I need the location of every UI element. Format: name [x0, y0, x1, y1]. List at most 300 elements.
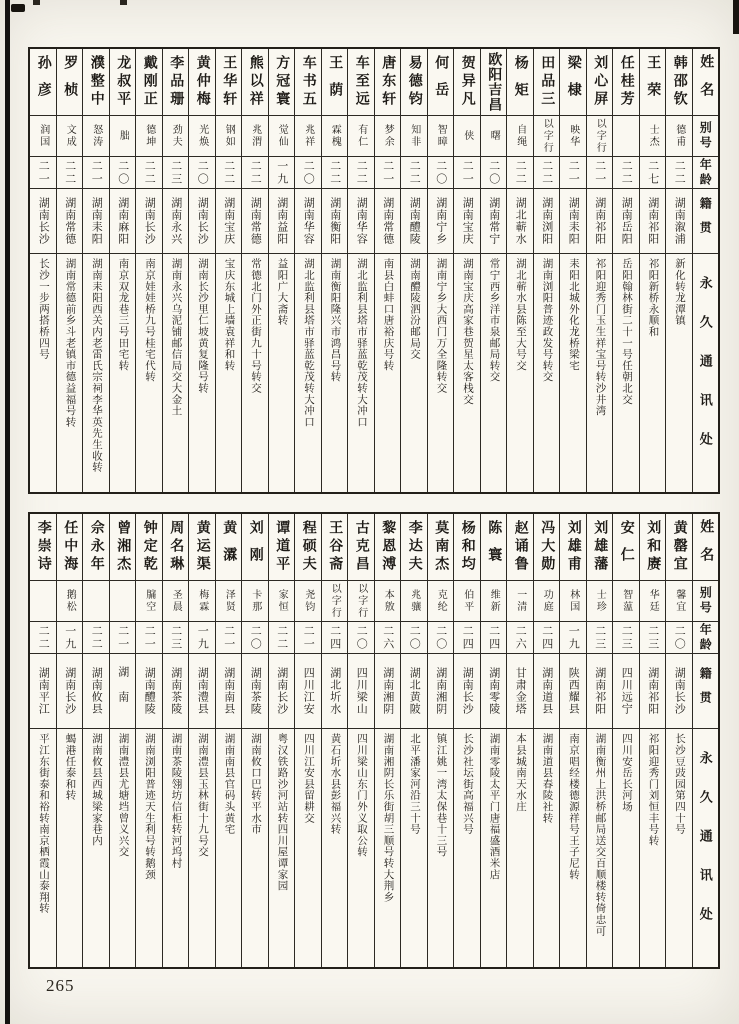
person-column [639, 49, 666, 492]
person-column [533, 514, 560, 967]
person-native-place: 湖南长沙 [269, 654, 295, 729]
person-name: 黄罄宜 [666, 514, 692, 581]
person-native-place: 湖南长沙 [454, 654, 480, 729]
person-alias [613, 116, 639, 157]
person-column [241, 49, 268, 492]
person-alias: 怒涛 [83, 116, 109, 157]
person-age: 二〇 [481, 157, 507, 189]
person-column [559, 49, 586, 492]
person-age: 二七 [640, 157, 666, 189]
person-column [374, 514, 401, 967]
person-address: 长沙一步两搭桥四号 [38, 258, 49, 360]
person-address: 湖南道县春陵社转 [541, 733, 553, 824]
person-column [241, 514, 268, 967]
person-native-place: 湖南 [110, 654, 136, 729]
person-column [665, 49, 692, 492]
person-age: 二三 [587, 622, 613, 654]
person-address: 湖南攸口巴转平水市 [250, 733, 261, 835]
person-age: 二六 [507, 622, 533, 654]
header-name: 姓名 [693, 49, 719, 116]
person-age: 二四 [534, 622, 560, 654]
person-age: 二三 [163, 622, 189, 654]
person-alias: 智暲 [428, 116, 454, 157]
person-name: 佘永年 [83, 514, 109, 581]
person-name: 濮整中 [83, 49, 109, 116]
person-name: 安仁 [613, 514, 639, 581]
header-permanent-address: 永久通讯处 [693, 729, 719, 967]
person-alias: 劲夫 [163, 116, 189, 157]
person-column [427, 49, 454, 492]
person-address: 祁阳迎秀门刘恒丰号转 [647, 733, 659, 846]
person-age: 二四 [322, 622, 348, 654]
person-age: 二二 [216, 157, 242, 189]
person-name: 欧阳吉昌 [481, 49, 507, 116]
person-address: 耒阳北城外化龙桥梁宅 [568, 258, 579, 371]
person-age: 二〇 [401, 622, 427, 654]
person-address: 湖南宝庆高家巷贺星太客栈交 [462, 258, 473, 405]
person-alias: 以字行 [587, 116, 613, 157]
person-age: 二一 [295, 622, 321, 654]
person-age: 二一 [587, 157, 613, 189]
person-alias: 以字行 [534, 116, 560, 157]
person-address: 湖南茶陵翎坊信柜转河坞村 [170, 733, 182, 869]
person-name: 古克昌 [348, 514, 374, 581]
person-age: 二〇 [242, 622, 268, 654]
person-age: 二二 [401, 157, 427, 189]
person-alias: 润国 [30, 116, 56, 157]
person-address: 湖南长沙里仁坡黄复隆号转 [197, 258, 208, 394]
person-native-place: 湖南岳阳 [613, 189, 639, 254]
scan-edge-artifact [5, 0, 10, 1024]
person-age: 二二 [269, 622, 295, 654]
person-alias: 士杰 [640, 116, 666, 157]
person-address: 南京双龙巷三号田宅转 [117, 258, 129, 371]
person-alias: 知非 [401, 116, 427, 157]
person-address: 四川安岳长河场 [621, 733, 632, 813]
person-native-place: 湖南醴陵 [136, 654, 162, 729]
person-column [56, 514, 83, 967]
person-native-place: 湖南茶陵 [163, 654, 189, 729]
header-alias: 别号 [693, 581, 719, 622]
person-name: 罗桢 [57, 49, 83, 116]
roster-table-top [28, 47, 720, 494]
person-alias [30, 581, 56, 622]
person-native-place: 湖南南县 [216, 654, 242, 729]
person-name: 谭道平 [269, 514, 295, 581]
person-age: 二一 [83, 157, 109, 189]
person-name: 龙叔平 [110, 49, 136, 116]
person-alias: 卡那 [242, 581, 268, 622]
person-address: 祁阳迎秀门玉生祥宝号转沙井湾 [594, 258, 606, 417]
person-name: 韩邵钦 [666, 49, 692, 116]
person-name: 田品三 [534, 49, 560, 116]
person-age: 二〇 [428, 157, 454, 189]
person-address: 南京唱经楼德源祥号王子尼转 [568, 733, 579, 880]
person-alias: 本敫 [375, 581, 401, 622]
person-column [30, 49, 56, 492]
person-native-place: 湖北圻水 [322, 654, 348, 729]
person-native-place: 湖南湘阴 [375, 654, 401, 729]
person-native-place: 湖南宝庆 [216, 189, 242, 254]
person-alias: 德甫 [666, 116, 692, 157]
person-alias: 钢如 [216, 116, 242, 157]
person-column [612, 49, 639, 492]
person-address: 长沙社坛街高福兴号 [462, 733, 473, 835]
person-address: 益阳广大斋转 [276, 258, 288, 326]
person-column [109, 49, 136, 492]
person-age: 二〇 [189, 157, 215, 189]
person-name: 刘和赓 [640, 514, 666, 581]
person-column [135, 49, 162, 492]
person-native-place: 湖南益阳 [269, 189, 295, 254]
person-column [639, 514, 666, 967]
person-name: 戴刚正 [136, 49, 162, 116]
person-address: 湖南常德前乡斗老镇市德益福号转 [64, 258, 76, 428]
person-column [400, 514, 427, 967]
person-name: 刘雄甫 [560, 514, 586, 581]
person-alias: 梦余 [375, 116, 401, 157]
person-name: 王荫 [322, 49, 348, 116]
person-column [480, 514, 507, 967]
header-native-place: 籍贯 [693, 654, 719, 729]
person-column [400, 49, 427, 492]
person-address: 黄石圻水县彭福兴转 [329, 733, 341, 835]
header-age: 年龄 [693, 622, 719, 654]
person-name: 任桂芳 [613, 49, 639, 116]
person-native-place: 湖南华容 [295, 189, 321, 254]
person-alias: 以字行 [322, 581, 348, 622]
person-column [321, 49, 348, 492]
person-address: 四川江安县留耕交 [303, 733, 314, 824]
person-column [347, 514, 374, 967]
person-address: 平江东街泰和裕转南京栖霞山泰翔转 [38, 733, 49, 914]
person-native-place: 湖南耒阳 [83, 189, 109, 254]
scan-blot-artifact [11, 4, 25, 12]
person-age: 二一 [216, 622, 242, 654]
person-age: 二四 [481, 622, 507, 654]
person-native-place: 湖南常德 [242, 189, 268, 254]
person-alias: 馨宜 [666, 581, 692, 622]
person-native-place: 湖南祁阳 [640, 189, 666, 254]
person-column [82, 514, 109, 967]
person-age: 二二 [613, 157, 639, 189]
person-name: 杨和均 [454, 514, 480, 581]
person-address: 湖南永兴乌泥铺邮信局交大金土 [170, 258, 182, 417]
person-age: 二一 [30, 157, 56, 189]
person-age: 二一 [375, 157, 401, 189]
person-address: 常德北门外正街九十号转交 [250, 258, 261, 394]
person-alias: 尧钧 [295, 581, 321, 622]
person-native-place: 湖南长沙 [189, 189, 215, 254]
person-alias: 有仁 [348, 116, 374, 157]
person-native-place: 湖南攸县 [83, 654, 109, 729]
person-native-place: 湖南零陵 [481, 654, 507, 729]
person-alias: 维新 [481, 581, 507, 622]
person-age: 二二 [242, 157, 268, 189]
person-alias: 以字行 [348, 581, 374, 622]
person-native-place: 湖南衡阳 [322, 189, 348, 254]
person-column [109, 514, 136, 967]
header-age: 年龄 [693, 157, 719, 189]
person-address: 南京娃娃桥九号桂宅代转 [144, 258, 155, 383]
person-name: 黄瀮 [216, 514, 242, 581]
person-age: 一九 [269, 157, 295, 189]
person-native-place: 湖南湘阴 [428, 654, 454, 729]
person-alias: 兆祥 [295, 116, 321, 157]
person-name: 刘雄藩 [587, 514, 613, 581]
person-alias: 克纶 [428, 581, 454, 622]
person-column [586, 514, 613, 967]
person-address: 湖北监利县塔市驿蓝乾茂转大冲口 [303, 258, 314, 428]
person-native-place: 湖南长沙 [136, 189, 162, 254]
person-alias: 侠 [454, 116, 480, 157]
person-name: 何岳 [428, 49, 454, 116]
header-native-place: 籍贯 [693, 189, 719, 254]
person-name: 任中海 [57, 514, 83, 581]
person-alias: 兆渭 [242, 116, 268, 157]
person-native-place: 湖南长沙 [57, 654, 83, 729]
person-address: 四川梁山东门外义取公转 [356, 733, 367, 858]
person-age: 一九 [189, 622, 215, 654]
person-alias: 牖空 [136, 581, 162, 622]
person-address: 常宁西乡洋市泉邮局转交 [488, 258, 500, 383]
person-native-place: 甘肃金塔 [507, 654, 533, 729]
person-native-place: 湖南麻阳 [110, 189, 136, 254]
person-native-place: 湖南宝庆 [454, 189, 480, 254]
person-alias: 文成 [57, 116, 83, 157]
person-age: 二二 [57, 157, 83, 189]
person-alias: 德坤 [136, 116, 162, 157]
person-address: 湖南宁乡大西门万全隆转交 [435, 258, 447, 394]
header-name: 姓名 [693, 514, 719, 581]
person-address: 宝庆东城上墙袁祥和转 [223, 258, 235, 371]
person-native-place: 湖南永兴 [163, 189, 189, 254]
person-alias: 觉仙 [269, 116, 295, 157]
person-address: 湖南衡阳隆兴市鸿昌号转 [329, 258, 341, 383]
person-column [665, 514, 692, 967]
person-age: 二〇 [348, 622, 374, 654]
person-age: 二二 [666, 157, 692, 189]
person-column [215, 514, 242, 967]
person-name: 梁棣 [560, 49, 586, 116]
person-column [559, 514, 586, 967]
person-native-place: 湖南浏阳 [534, 189, 560, 254]
header-column [692, 514, 719, 967]
person-name: 车书五 [295, 49, 321, 116]
person-address: 北平潘家河沿三十号 [409, 733, 420, 835]
person-name: 陈寰 [481, 514, 507, 581]
scan-tick-artifact [33, 0, 40, 5]
person-address: 湖南衡州上洪桥邮局送交百顺楼转倚忠可 [594, 733, 606, 937]
scan-tick-artifact [120, 0, 127, 5]
person-alias: 林国 [560, 581, 586, 622]
person-native-place: 湖南澧县 [189, 654, 215, 729]
person-address: 湖南浏阳普迹天生利号转鹅颈 [144, 733, 155, 880]
person-alias: 智蕰 [613, 581, 639, 622]
person-column [427, 514, 454, 967]
person-native-place: 湖南茶陵 [242, 654, 268, 729]
person-name: 曾湘杰 [110, 514, 136, 581]
person-column [135, 514, 162, 967]
person-name: 杨矩 [507, 49, 533, 116]
person-age: 二二 [348, 157, 374, 189]
person-column [188, 514, 215, 967]
person-column [82, 49, 109, 492]
person-address: 本县城南天水庄 [515, 733, 526, 813]
person-address: 湖北监利县塔市驿蓝乾茂转大冲口 [356, 258, 367, 428]
person-alias: 鹅松 [57, 581, 83, 622]
person-name: 李品珊 [163, 49, 189, 116]
person-address: 祁阳新桥永顺和 [647, 258, 659, 338]
person-address: 湖南醴陵泗汾邮局交 [409, 258, 420, 360]
person-column [162, 514, 189, 967]
person-column [294, 49, 321, 492]
person-age: 二二 [30, 622, 56, 654]
person-age: 二三 [613, 622, 639, 654]
person-alias: 功庭 [534, 581, 560, 622]
person-column [506, 49, 533, 492]
person-name: 王谷斋 [322, 514, 348, 581]
person-native-place: 湖南醴陵 [401, 189, 427, 254]
person-native-place: 湖南祁阳 [640, 654, 666, 729]
person-native-place: 湖南常德 [375, 189, 401, 254]
person-address: 湖北蕲水县陈至大号交 [515, 258, 526, 371]
person-address: 湖南零陵太平门唐福盛酒米店 [488, 733, 500, 880]
roster-table-bottom [28, 512, 720, 969]
person-name: 方冠寰 [269, 49, 295, 116]
page-number: 265 [46, 976, 75, 995]
person-column [453, 514, 480, 967]
person-age: 二六 [375, 622, 401, 654]
person-name: 贺异凡 [454, 49, 480, 116]
person-name: 李崇诗 [30, 514, 56, 581]
person-column [268, 514, 295, 967]
person-age: 二〇 [428, 622, 454, 654]
person-alias: 朏 [110, 116, 136, 157]
person-age: 一九 [57, 622, 83, 654]
person-column [162, 49, 189, 492]
person-alias [83, 581, 109, 622]
person-column [268, 49, 295, 492]
person-name: 唐东轩 [375, 49, 401, 116]
person-native-place: 湖南祁阳 [587, 189, 613, 254]
person-column [56, 49, 83, 492]
person-age: 二二 [322, 157, 348, 189]
person-address: 湖南澧县玉林街十九号交 [197, 733, 208, 858]
person-column [188, 49, 215, 492]
person-age: 二三 [640, 622, 666, 654]
person-name: 黎恩溥 [375, 514, 401, 581]
person-column [30, 514, 56, 967]
person-native-place: 陕西耀县 [560, 654, 586, 729]
person-name: 钟定乾 [136, 514, 162, 581]
person-name: 赵诵鲁 [507, 514, 533, 581]
person-age: 二二 [507, 157, 533, 189]
person-alias: 家恒 [269, 581, 295, 622]
person-age: 二一 [454, 157, 480, 189]
person-age: 二〇 [295, 157, 321, 189]
person-alias: 曙 [481, 116, 507, 157]
person-address: 湖南南县官码头黄宅 [223, 733, 235, 835]
person-name: 车至远 [348, 49, 374, 116]
person-address: 镇江姚一湾太保巷十三号 [435, 733, 447, 858]
person-column [215, 49, 242, 492]
person-alias: 士珍 [587, 581, 613, 622]
person-address: 粤汉铁路沙河站转四川屋谭家园 [276, 733, 288, 892]
person-age: 二三 [163, 157, 189, 189]
person-native-place: 湖北黄陂 [401, 654, 427, 729]
person-name: 周名琳 [163, 514, 189, 581]
person-age: 二一 [560, 157, 586, 189]
person-age: 二〇 [110, 157, 136, 189]
person-address: 新化转龙潭镇 [674, 258, 685, 326]
person-native-place: 湖南常德 [57, 189, 83, 254]
person-name: 易德钧 [401, 49, 427, 116]
person-address: 湖南耒阳西关内老雷氏宗祠李华英先生收转 [91, 258, 102, 473]
header-alias: 别号 [693, 116, 719, 157]
person-age: 二一 [110, 622, 136, 654]
person-name: 刘刚 [242, 514, 268, 581]
header-permanent-address: 永久通讯处 [693, 254, 719, 492]
person-native-place: 湖南宁乡 [428, 189, 454, 254]
person-alias: 映华 [560, 116, 586, 157]
person-name: 孙彦 [30, 49, 56, 116]
person-column [321, 514, 348, 967]
person-name: 王荣 [640, 49, 666, 116]
person-native-place: 湖南长沙 [30, 189, 56, 254]
person-native-place: 四川远宁 [613, 654, 639, 729]
person-column [506, 514, 533, 967]
person-address: 湖南攸县西城梁家巷内 [91, 733, 102, 846]
person-address: 湖南湘阴长乐街胡三顺号转大荆乡 [382, 733, 394, 903]
person-native-place: 湖南耒阳 [560, 189, 586, 254]
person-age: 二二 [136, 157, 162, 189]
person-native-place: 湖北蕲水 [507, 189, 533, 254]
person-native-place: 湖南祁阳 [587, 654, 613, 729]
person-name: 莫南杰 [428, 514, 454, 581]
person-address: 蝎港任泰和转 [64, 733, 76, 801]
person-native-place: 四川梁山 [348, 654, 374, 729]
person-native-place: 湖南溆浦 [666, 189, 692, 254]
person-address: 岳阳翰林街二十一号任朝北交 [621, 258, 632, 405]
person-name: 程硕夫 [295, 514, 321, 581]
person-column [294, 514, 321, 967]
person-name: 熊以祥 [242, 49, 268, 116]
scan-edge-artifact [733, 0, 739, 34]
person-column [453, 49, 480, 492]
person-name: 黄运渠 [189, 514, 215, 581]
person-alias: 一清 [507, 581, 533, 622]
person-name: 刘心屏 [587, 49, 613, 116]
person-native-place: 湖南道县 [534, 654, 560, 729]
person-address: 长沙豆豉园第四十号 [674, 733, 685, 835]
person-name: 冯大勋 [534, 514, 560, 581]
person-column [480, 49, 507, 492]
person-alias [110, 581, 136, 622]
person-age: 二二 [534, 157, 560, 189]
person-alias: 圣晨 [163, 581, 189, 622]
person-native-place: 湖南常宁 [481, 189, 507, 254]
person-alias: 自绳 [507, 116, 533, 157]
person-native-place: 湖南华容 [348, 189, 374, 254]
person-age: 二一 [136, 622, 162, 654]
person-column [533, 49, 560, 492]
person-column [374, 49, 401, 492]
person-alias: 兆骧 [401, 581, 427, 622]
person-address: 南县白蚌口唐裕庆号转 [382, 258, 394, 371]
person-alias: 泽贤 [216, 581, 242, 622]
person-age: 二二 [83, 622, 109, 654]
